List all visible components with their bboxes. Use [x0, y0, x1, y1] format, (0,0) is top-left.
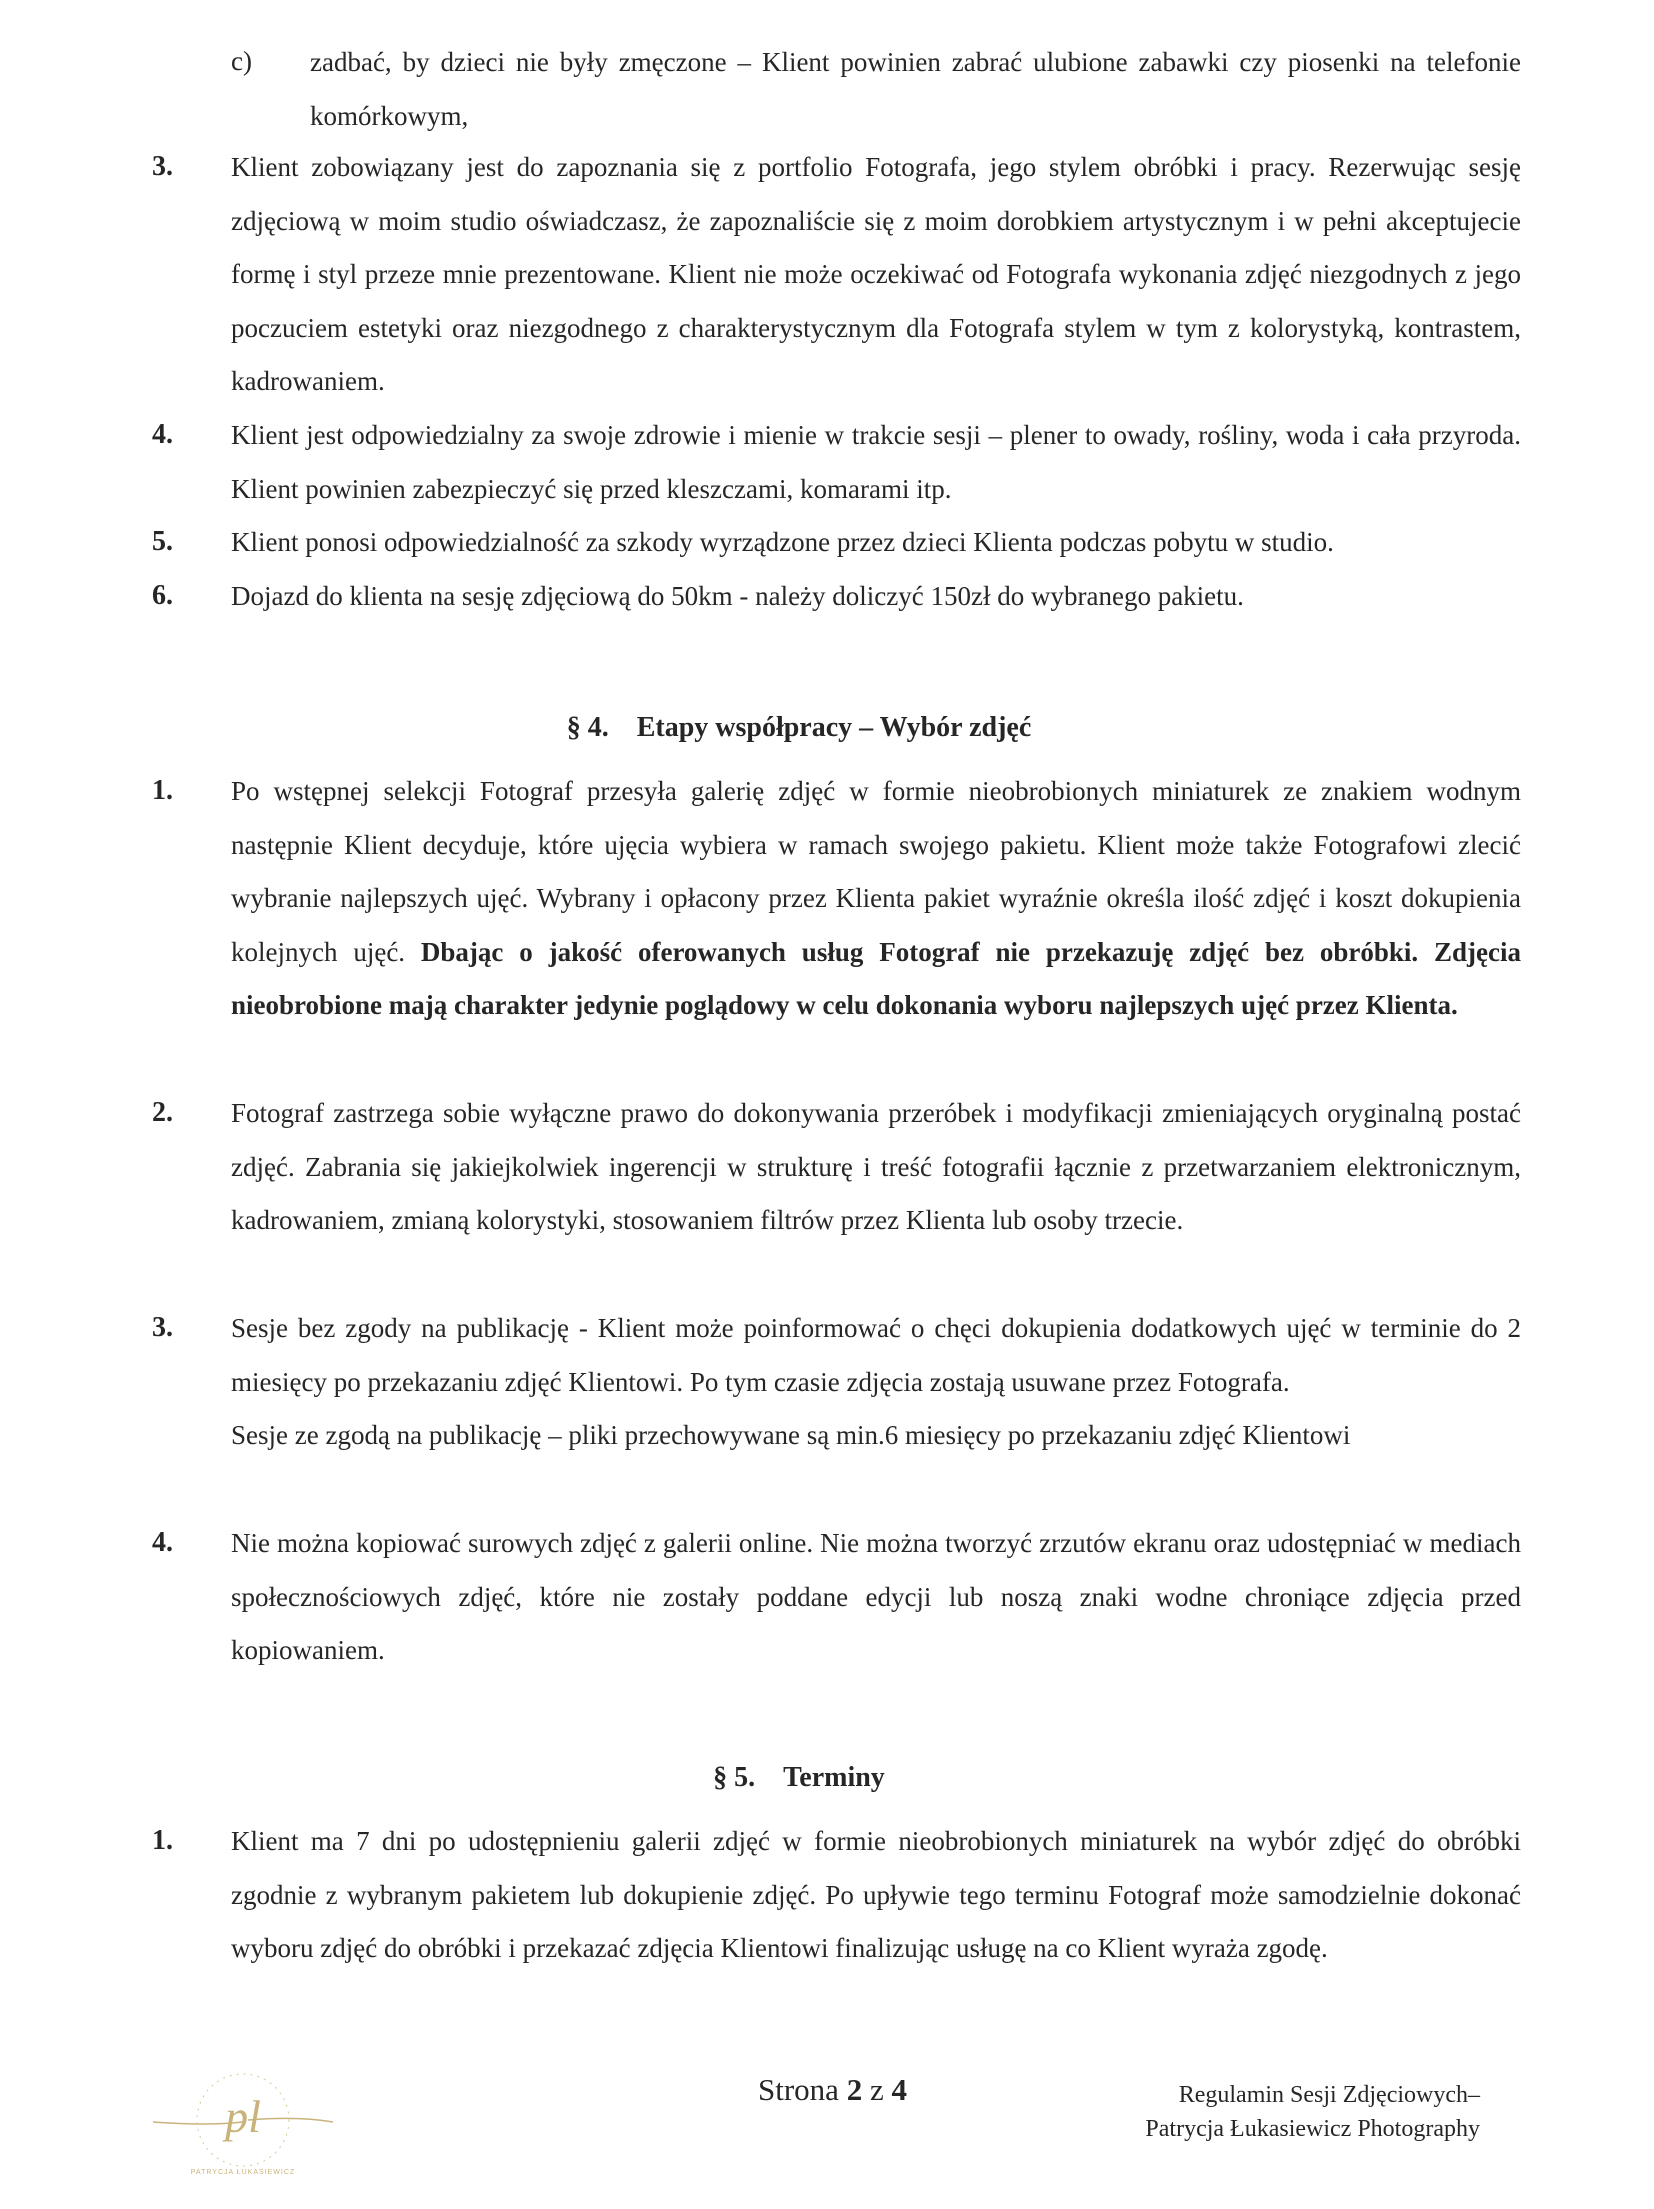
item-text: [231, 1302, 1521, 1463]
item-number: 3.: [152, 151, 173, 182]
item-text-regular: Po wstępnej selekcji Fotograf przesyła galerię zdjęć w formie nieobrobionych miniaturek ze znakiem wodnym następnie Klient decyduje, które ujęcia wybiera w ramach swojego pakietu. Klient może także Fotografowi zlecić wybranie najlepszych ujęć. Wybrany i opłacony przez Klienta pakiet wyraźnie określa ilość zdjęć i koszt dokupienia kolejnych ujęć.: [231, 776, 1521, 967]
page-current: 2: [846, 2072, 863, 2107]
item-text: Klient zobowiązany jest do zapoznania się z portfolio Fotografa, jego stylem obróbki i pracy. Rezerwując sesję zdjęciową w moim studio oświadczasz, że zapoznaliście się z moim dorobkiem artystycznym i w pełni akceptujecie formę i styl przeze mnie prezentowane. Klient nie może oczekiwać od Fotografa wykonania zdjęć niezgodnych z jego poczuciem estetyki oraz niezgodnego z charakterystycznym dla Fotografa stylem w tym z kolorystyką, kontrastem, kadrowaniem.: [231, 152, 1521, 396]
item-number: 5.: [152, 526, 173, 557]
item-text: Dojazd do klienta na sesję zdjęciową do 50km - należy doliczyć 150zł do wybranego pakietu.: [231, 581, 1244, 611]
item-number: 6.: [152, 580, 173, 611]
section-title: Etapy współpracy – Wybór zdjęć: [636, 712, 1032, 743]
section-sign: § 5.: [713, 1762, 756, 1793]
footer-doc-title: [1040, 2078, 1480, 2146]
logo-monogram: pl: [225, 2091, 261, 2142]
item-number: 4.: [152, 1527, 173, 1558]
section-heading: [0, 1762, 1598, 1794]
doc-title: Regulamin Sesji Zdjęciowych–: [1178, 2082, 1480, 2108]
page-total: 4: [891, 2072, 907, 2107]
item-text-bold: Dbając o jakość oferowanych usług Fotograf nie przekazuję zdjęć bez obróbki. Zdjęcia nieobrobione mają charakter jedynie poglądowy w celu dokonania wyboru najlepszych ujęć przez Klienta.: [231, 936, 1521, 1020]
item-text: Klient ponosi odpowiedzialność za szkody wyrządzone przez dzieci Klienta podczas pobytu w studio.: [231, 527, 1334, 557]
item-number: 3.: [152, 1312, 173, 1343]
logo-ring-text: PATRYCJA ŁUKASIEWICZ: [190, 2169, 296, 2176]
item-text-extra: Sesje ze zgodą na publikację – pliki przechowywane są min.6 miesięcy po przekazaniu zdjęć Klientowi: [231, 1420, 1351, 1450]
doc-author: Patrycja Łukasiewicz Photography: [1145, 2116, 1480, 2142]
item-text: Nie można kopiować surowych zdjęć z galerii online. Nie można tworzyć zrzutów ekranu oraz udostępniać w mediach społecznościowych zdjęć, które nie zostały poddane edycji lub noszą znaki wodne chroniące zdjęcia przed kopiowaniem.: [231, 1528, 1521, 1665]
item-number: 4.: [152, 419, 173, 450]
page-word: Strona: [758, 2072, 839, 2107]
item-text-regular: Sesje bez zgody na publikację - Klient może poinformować o chęci dokupienia dodatkowych ujęć w terminie do 2 miesięcy po przekazaniu zdjęć Klientowi. Po tym czasie zdjęcia zostają usuwane przez Fotografa.: [231, 1313, 1521, 1397]
page-number: [758, 2072, 907, 2108]
list-label: c): [231, 46, 252, 76]
item-text: Klient ma 7 dni po udostępnieniu galerii zdjęć w formie nieobrobionych miniaturek na wybór zdjęć do obróbki zgodnie z wybranym pakietem lub dokupienie zdjęć. Po upływie tego terminu Fotograf może samodzielnie dokonać wyboru zdjęć do obróbki i przekazać zdjęcia Klientowi finalizując usługę na co Klient wyraża zgodę.: [231, 1826, 1521, 1963]
section-heading: [0, 712, 1598, 744]
item-text: [231, 765, 1521, 1033]
item-number: 1.: [152, 1825, 173, 1856]
page-sep: z: [869, 2072, 884, 2107]
brand-logo: [148, 2060, 338, 2180]
list-item-text: zadbać, by dzieci nie były zmęczone – Klient powinien zabrać ulubione zabawki czy piosenki na telefonie komórkowym,: [310, 47, 1521, 131]
item-number: 2.: [152, 1097, 173, 1128]
section-sign: § 4.: [566, 712, 609, 743]
item-number: 1.: [152, 775, 173, 806]
item-text: Klient jest odpowiedzialny za swoje zdrowie i mienie w trakcie sesji – plener to owady, rośliny, woda i cała przyroda. Klient powinien zabezpieczyć się przed kleszczami, komarami itp.: [231, 420, 1521, 504]
item-text: Fotograf zastrzega sobie wyłączne prawo do dokonywania przeróbek i modyfikacji zmieniających oryginalną postać zdjęć. Zabrania się jakiejkolwiek ingerencji w strukturę i treść fotografii łącznie z przetwarzaniem elektronicznym, kadrowaniem, zmianą kolorystyki, stosowaniem filtrów przez Klienta lub osoby trzecie.: [231, 1098, 1521, 1235]
section-title: Terminy: [783, 1762, 885, 1793]
